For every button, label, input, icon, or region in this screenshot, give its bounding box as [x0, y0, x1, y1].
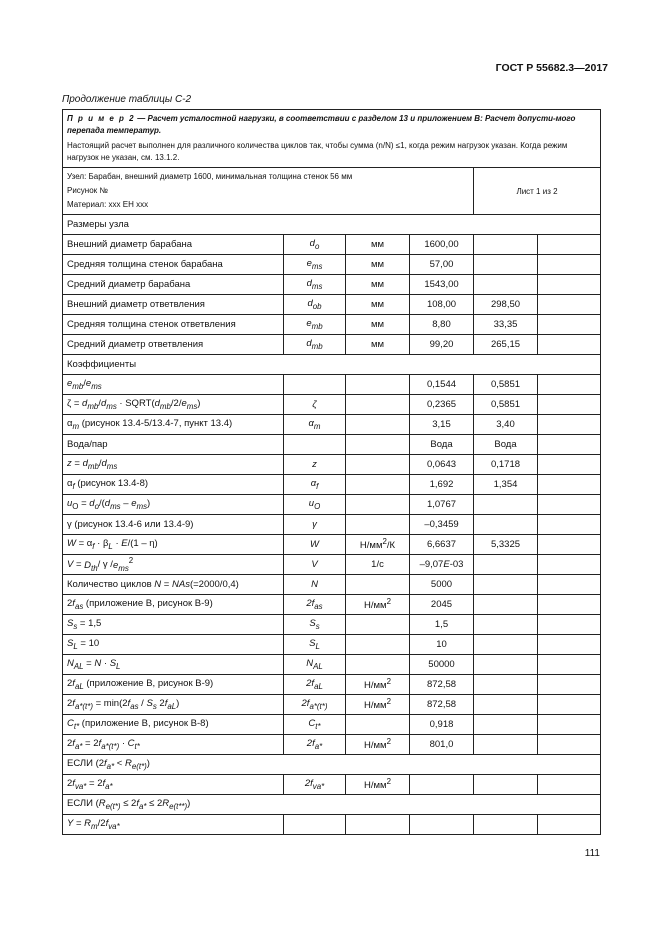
value-cell-2 [474, 255, 538, 275]
sheet-info: Лист 1 из 2 [474, 168, 601, 215]
param-cell: Средняя толщина стенок барабана [63, 255, 284, 275]
value-cell-3 [538, 415, 601, 435]
param-cell: $V = D_{th}/$ γ $/e_{ms}^2$ [63, 555, 284, 575]
value-cell-1: 1,692 [410, 475, 474, 495]
unit-cell [346, 655, 410, 675]
value-cell-1: Вода [410, 435, 474, 455]
value-cell-1: 0,918 [410, 715, 474, 735]
param-cell: Внешний диаметр ответвления [63, 295, 284, 315]
value-cell-2: 3,40 [474, 415, 538, 435]
value-cell-1 [410, 815, 474, 835]
table-row [63, 615, 601, 635]
param-cell: $S_L = 10$ [63, 635, 284, 655]
symbol-cell: $e_{ms}$ [284, 255, 346, 275]
calculation-table-body [63, 110, 601, 835]
value-cell-1: 5000 [410, 575, 474, 595]
unit-cell: $Н/мм^2$ [346, 595, 410, 615]
example-title [67, 113, 596, 137]
table-row [63, 555, 601, 575]
value-cell-1: 2045 [410, 595, 474, 615]
value-cell-3 [538, 315, 601, 335]
table-row [63, 695, 601, 715]
symbol-cell: $d_{ms}$ [284, 275, 346, 295]
standard-code: ГОСТ Р 55682.3—2017 [495, 62, 608, 74]
value-cell-3 [538, 615, 601, 635]
param-cell: Внешний диаметр барабана [63, 235, 284, 255]
section-title: ЕСЛИ $(R_{e(t*)} \le 2f_{a*} \le 2R_{e(t**)})$ [63, 795, 601, 815]
symbol-cell: N [284, 575, 346, 595]
value-cell-1: 0,2365 [410, 395, 474, 415]
value-cell-1: 0,0643 [410, 455, 474, 475]
symbol-cell: $C_{t*}$ [284, 715, 346, 735]
value-cell-1: 1,0767 [410, 495, 474, 515]
unit-cell [346, 415, 410, 435]
table-row [63, 815, 601, 835]
unit-node: Узел: Барабан, внешний диаметр 1600, минимальная толщина стенок 56 мм [67, 172, 353, 181]
value-cell-2 [474, 775, 538, 795]
symbol-cell: $u_O$ [284, 495, 346, 515]
param-cell: $C_{t*}$ (приложение В, рисунок В-8) [63, 715, 284, 735]
unit-cell [346, 815, 410, 835]
symbol-cell: $d_o$ [284, 235, 346, 255]
table-row [63, 775, 601, 795]
value-cell-2 [474, 735, 538, 755]
unit-cell: мм [346, 315, 410, 335]
value-cell-3 [538, 235, 601, 255]
value-cell-3 [538, 255, 601, 275]
param-cell: Средний диаметр ответвления [63, 335, 284, 355]
value-cell-1: 1600,00 [410, 235, 474, 255]
value-cell-2 [474, 575, 538, 595]
unit-cell [346, 635, 410, 655]
value-cell-2 [474, 695, 538, 715]
table-row [63, 315, 601, 335]
table-row [63, 475, 601, 495]
value-cell-3 [538, 475, 601, 495]
symbol-cell: $e_{mb}$ [284, 315, 346, 335]
value-cell-2 [474, 235, 538, 255]
unit-cell: мм [346, 335, 410, 355]
value-cell-3 [538, 775, 601, 795]
value-cell-1: 108,00 [410, 295, 474, 315]
value-cell-3 [538, 515, 601, 535]
symbol-cell: $\alpha_m$ [284, 415, 346, 435]
param-cell: $2f_{aL}$ (приложение В, рисунок В-9) [63, 675, 284, 695]
unit-cell: $Н/мм^2/К$ [346, 535, 410, 555]
value-cell-2 [474, 635, 538, 655]
symbol-cell: z [284, 455, 346, 475]
param-cell: $2f_{as}$ (приложение В, рисунок В-9) [63, 595, 284, 615]
value-cell-1: 872,58 [410, 675, 474, 695]
section-row [63, 795, 601, 815]
value-cell-2: Вода [474, 435, 538, 455]
example-header [63, 110, 601, 168]
value-cell-3 [538, 655, 601, 675]
symbol-cell: $S_s$ [284, 615, 346, 635]
section-title: ЕСЛИ $(2f_{a*} < R_{e(t*)})$ [63, 755, 601, 775]
value-cell-3 [538, 335, 601, 355]
section-title: Размеры узла [63, 215, 601, 235]
symbol-cell: $2f_{a*(t*)}$ [284, 695, 346, 715]
value-cell-2 [474, 515, 538, 535]
table-row [63, 435, 601, 455]
value-cell-1: 57,00 [410, 255, 474, 275]
value-cell-2 [474, 815, 538, 835]
value-cell-3 [538, 435, 601, 455]
value-cell-3 [538, 455, 601, 475]
value-cell-1: 10 [410, 635, 474, 655]
table-row [63, 395, 601, 415]
unit-cell [346, 455, 410, 475]
value-cell-2 [474, 275, 538, 295]
symbol-cell: $N_{AL}$ [284, 655, 346, 675]
section-row [63, 215, 601, 235]
value-cell-3 [538, 735, 601, 755]
symbol-cell: $2f_{as}$ [284, 595, 346, 615]
symbol-cell [284, 435, 346, 455]
symbol-cell: V [284, 555, 346, 575]
value-cell-3 [538, 395, 601, 415]
value-cell-2: 265,15 [474, 335, 538, 355]
param-cell: Средний диаметр барабана [63, 275, 284, 295]
value-cell-1: –0,3459 [410, 515, 474, 535]
value-cell-2: 0,1718 [474, 455, 538, 475]
value-cell-3 [538, 375, 601, 395]
unit-cell [346, 435, 410, 455]
param-cell: $z = d_{mb}/d_{ms}$ [63, 455, 284, 475]
value-cell-2: 298,50 [474, 295, 538, 315]
table-row [63, 715, 601, 735]
value-cell-1: 8,80 [410, 315, 474, 335]
value-cell-3 [538, 635, 601, 655]
value-cell-3 [538, 495, 601, 515]
unit-cell: мм [346, 295, 410, 315]
value-cell-1: 1,5 [410, 615, 474, 635]
table-row [63, 515, 601, 535]
value-cell-1 [410, 775, 474, 795]
table-row [63, 655, 601, 675]
param-cell: $\zeta = d_{mb}/d_{ms}$ · $SQRT(d_{mb}/2/e_{ms})$ [63, 395, 284, 415]
value-cell-2: 0,5851 [474, 375, 538, 395]
value-cell-1: –9,07E-03 [410, 555, 474, 575]
value-cell-2: 33,35 [474, 315, 538, 335]
table-row [63, 415, 601, 435]
unit-cell [346, 475, 410, 495]
table-row [63, 295, 601, 315]
unit-cell [346, 515, 410, 535]
symbol-cell: ζ [284, 395, 346, 415]
unit-cell [346, 395, 410, 415]
value-cell-2: 0,5851 [474, 395, 538, 415]
value-cell-2 [474, 495, 538, 515]
param-cell: $2f_{a*(t*)} = \min(2f_{as} / S_s$ $2f_{aL}$) [63, 695, 284, 715]
symbol-cell: $2f_{a*}$ [284, 735, 346, 755]
unit-material: Материал: ххх ЕН ххх [67, 200, 149, 209]
symbol-cell [284, 375, 346, 395]
value-cell-2 [474, 655, 538, 675]
value-cell-3 [538, 595, 601, 615]
table-row [63, 335, 601, 355]
symbol-cell: $d_{mb}$ [284, 335, 346, 355]
symbol-cell: $2f_{va*}$ [284, 775, 346, 795]
unit-cell: мм [346, 275, 410, 295]
value-cell-2 [474, 615, 538, 635]
value-cell-1: 99,20 [410, 335, 474, 355]
value-cell-1: 1543,00 [410, 275, 474, 295]
param-cell: $Y = R_m/2f_{va*}$ [63, 815, 284, 835]
table-row [63, 275, 601, 295]
section-row [63, 355, 601, 375]
value-cell-2: 1,354 [474, 475, 538, 495]
param-cell: $S_s = 1,5$ [63, 615, 284, 635]
value-cell-1: 50000 [410, 655, 474, 675]
table-row [63, 375, 601, 395]
param-cell: $u_O = d_o/(d_{ms} - e_{ms})$ [63, 495, 284, 515]
unit-cell [346, 715, 410, 735]
param-cell: Количество циклов N = NAs(=2000/0,4) [63, 575, 284, 595]
section-title: Коэффициенты [63, 355, 601, 375]
value-cell-3 [538, 575, 601, 595]
value-cell-3 [538, 675, 601, 695]
symbol-cell: $2f_{aL}$ [284, 675, 346, 695]
param-cell: $2f_{a*} = 2f_{a*(t*)} \cdot C_{t*}$ [63, 735, 284, 755]
param-cell: $e_{mb}/e_{ms}$ [63, 375, 284, 395]
param-cell: γ (рисунок 13.4-6 или 13.4-9) [63, 515, 284, 535]
unit-figure: Рисунок № [67, 186, 108, 195]
value-cell-2 [474, 595, 538, 615]
example-header-row [63, 110, 601, 168]
table-continuation-caption: Продолжение таблицы С-2 [62, 94, 192, 105]
table-row [63, 675, 601, 695]
calculation-table [62, 109, 601, 835]
symbol-cell: $S_L$ [284, 635, 346, 655]
unit-cell: 1/с [346, 555, 410, 575]
section-row [63, 755, 601, 775]
unit-cell: мм [346, 255, 410, 275]
unit-cell: $Н/мм^2$ [346, 775, 410, 795]
unit-info-row [63, 168, 601, 215]
param-cell: Средняя толщина стенок ответвления [63, 315, 284, 335]
value-cell-2: 5,3325 [474, 535, 538, 555]
example-title-prefix: П р и м е р 2 [67, 114, 136, 123]
table-row [63, 535, 601, 555]
example-note: Настоящий расчет выполнен для различного количества циклов так, чтобы сумма (n/N) ≤1, когда режим нагрузок указан. Когда режим нагрузок не указан, см. 13.1.2. [67, 141, 568, 162]
symbol-cell: $\alpha_f$ [284, 475, 346, 495]
unit-cell: $Н/мм^2$ [346, 735, 410, 755]
param-cell: $\alpha_f$ (рисунок 13.4-8) [63, 475, 284, 495]
symbol-cell [284, 815, 346, 835]
value-cell-1: 872,58 [410, 695, 474, 715]
unit-cell: $Н/мм^2$ [346, 675, 410, 695]
value-cell-3 [538, 535, 601, 555]
param-cell: $W = \alpha_f \cdot \beta_L \cdot E/(1 - \eta)$ [63, 535, 284, 555]
value-cell-2 [474, 715, 538, 735]
unit-cell: $Н/мм^2$ [346, 695, 410, 715]
symbol-cell: $d_{ob}$ [284, 295, 346, 315]
table-row [63, 575, 601, 595]
table-row [63, 595, 601, 615]
unit-cell: мм [346, 235, 410, 255]
unit-cell [346, 575, 410, 595]
unit-cell [346, 615, 410, 635]
value-cell-3 [538, 695, 601, 715]
unit-cell [346, 375, 410, 395]
table-row [63, 735, 601, 755]
param-cell: $\alpha_m$ (рисунок 13.4-5/13.4-7, пункт 13.4) [63, 415, 284, 435]
table-row [63, 495, 601, 515]
value-cell-3 [538, 295, 601, 315]
symbol-cell: W [284, 535, 346, 555]
unit-info [63, 168, 474, 215]
value-cell-3 [538, 815, 601, 835]
value-cell-3 [538, 275, 601, 295]
param-cell: Вода/пар [63, 435, 284, 455]
value-cell-1: 3,15 [410, 415, 474, 435]
value-cell-3 [538, 715, 601, 735]
value-cell-2 [474, 675, 538, 695]
value-cell-1: 6,6637 [410, 535, 474, 555]
unit-cell [346, 495, 410, 515]
value-cell-2 [474, 555, 538, 575]
value-cell-3 [538, 555, 601, 575]
value-cell-1: 0,1544 [410, 375, 474, 395]
table-row [63, 235, 601, 255]
table-row [63, 255, 601, 275]
example-title-rest: — Расчет усталостной нагрузки, в соответствии с разделом 13 и приложением В: Расчет допусти-мого перепада температур. [67, 114, 576, 135]
param-cell: $2f_{va*} = 2f_{a*}$ [63, 775, 284, 795]
value-cell-1: 801,0 [410, 735, 474, 755]
table-row [63, 635, 601, 655]
table-row [63, 455, 601, 475]
symbol-cell: γ [284, 515, 346, 535]
param-cell: $N_{AL} = N \cdot S_L$ [63, 655, 284, 675]
page-number: 111 [584, 848, 600, 859]
